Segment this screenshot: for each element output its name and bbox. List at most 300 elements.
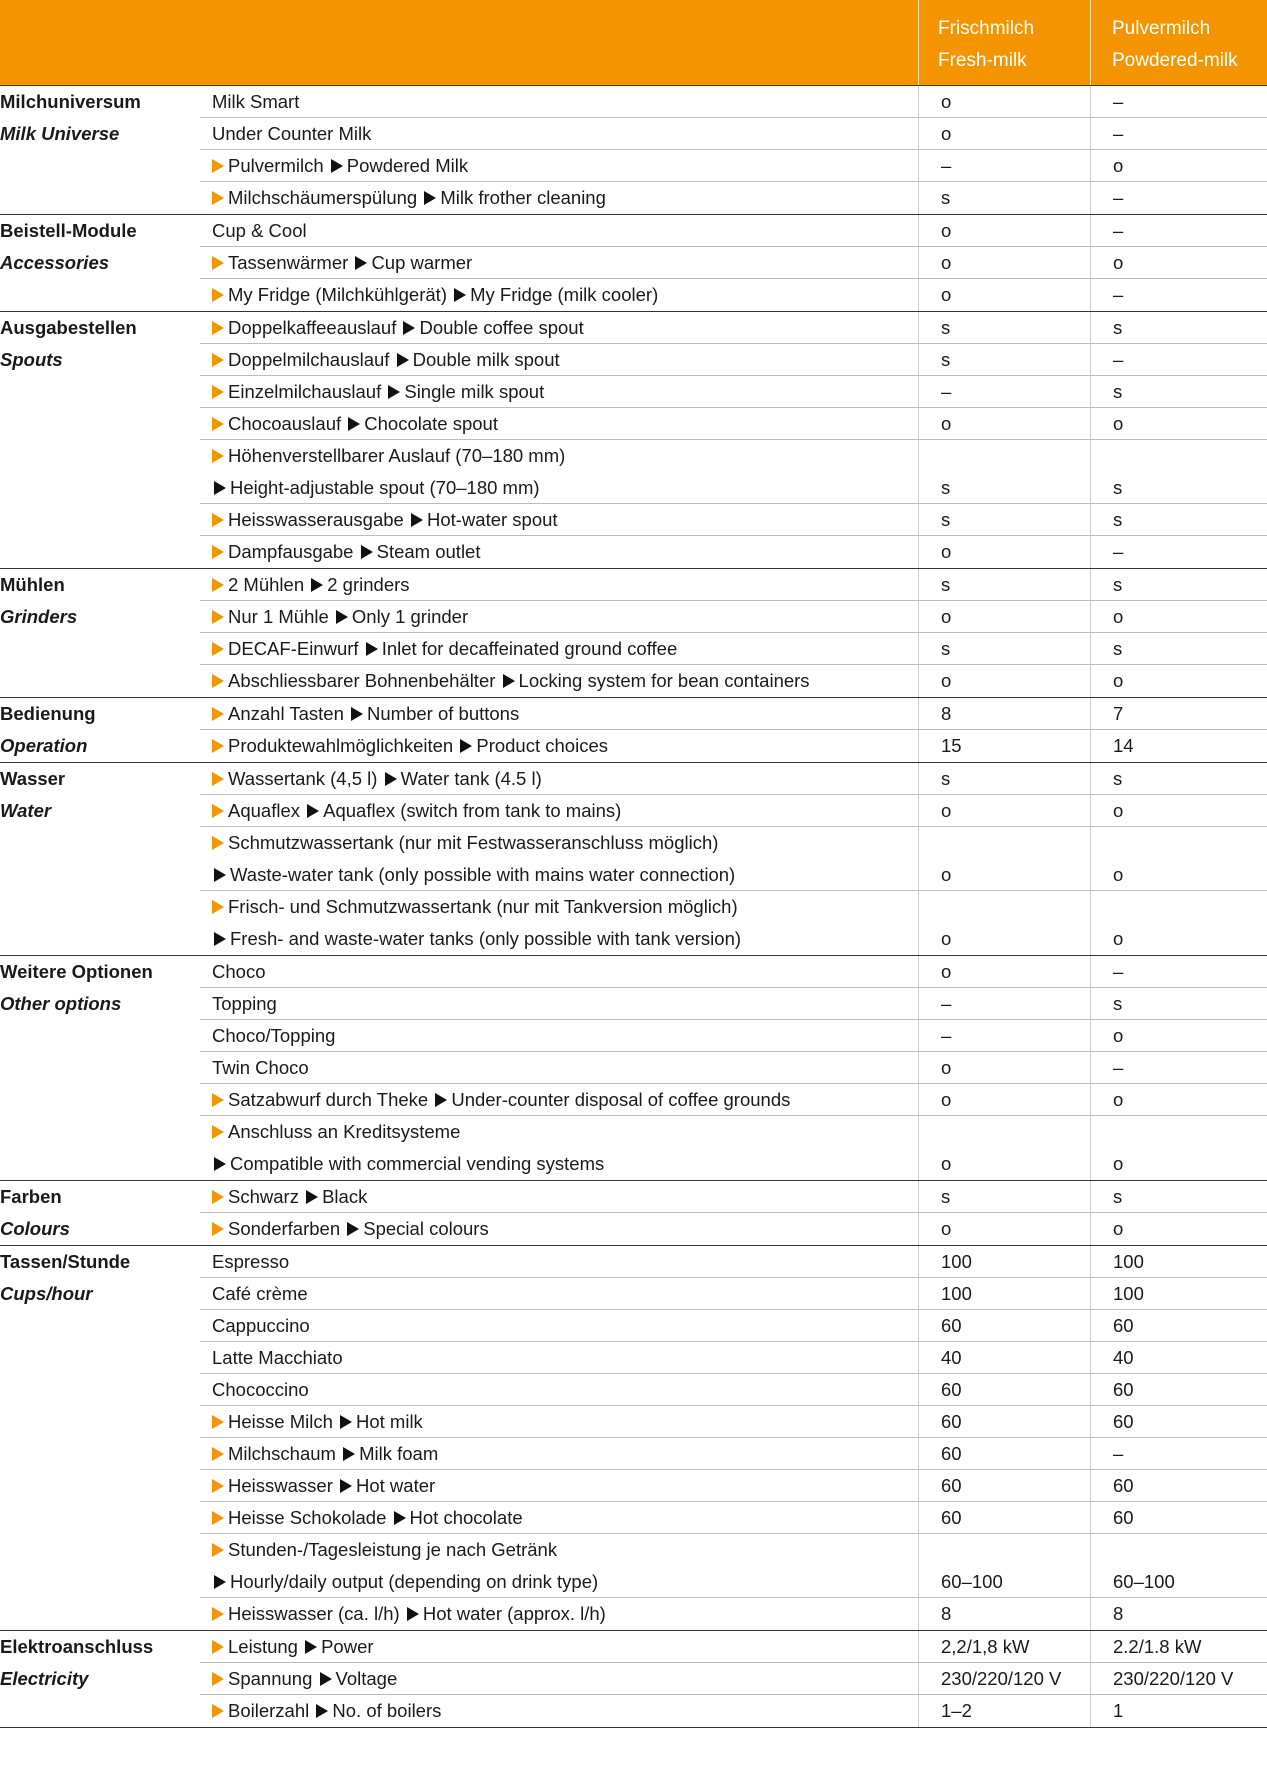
powdered-milk-value: o bbox=[1090, 795, 1267, 827]
category-en: Colours bbox=[0, 1218, 70, 1239]
powdered-milk-value: o bbox=[1090, 827, 1267, 891]
column-header-de: Pulvermilch bbox=[1112, 18, 1211, 39]
table-row bbox=[0, 1598, 1267, 1630]
fresh-milk-value: o bbox=[918, 215, 1090, 247]
fresh-milk-value: o bbox=[918, 601, 1090, 633]
feature-text-de: Milchschaum bbox=[228, 1443, 336, 1464]
orange-arrow-icon bbox=[212, 1125, 224, 1139]
feature-text-de: Café crème bbox=[212, 1283, 308, 1304]
category-de: Tassen/Stunde bbox=[0, 1251, 131, 1272]
table-row bbox=[0, 182, 1267, 214]
fresh-milk-value: 8 bbox=[918, 698, 1090, 730]
category-de: Wasser bbox=[0, 768, 66, 789]
black-arrow-icon bbox=[385, 772, 397, 786]
fresh-milk-value: o bbox=[918, 279, 1090, 311]
table-row bbox=[0, 1246, 1267, 1278]
black-arrow-icon bbox=[214, 1575, 226, 1589]
feature-label bbox=[200, 827, 918, 891]
table-row bbox=[0, 376, 1267, 408]
feature-text-en: Hot milk bbox=[356, 1411, 423, 1432]
fresh-milk-value: o bbox=[918, 1213, 1090, 1245]
fresh-milk-value: 100 bbox=[918, 1278, 1090, 1310]
table-row bbox=[0, 1470, 1267, 1502]
fresh-milk-value: o bbox=[918, 1052, 1090, 1084]
category-en: Other options bbox=[0, 993, 122, 1014]
table-row bbox=[0, 601, 1267, 633]
table-row bbox=[0, 1663, 1267, 1695]
feature-text-de: Twin Choco bbox=[212, 1057, 309, 1078]
feature-text-en: Locking system for bean containers bbox=[518, 670, 810, 691]
table-row bbox=[0, 536, 1267, 568]
feature-label-en bbox=[212, 1148, 918, 1180]
fresh-milk-value: 1–2 bbox=[918, 1695, 1090, 1727]
black-arrow-icon bbox=[407, 1607, 419, 1621]
column-header-powdered-milk bbox=[1112, 0, 1267, 85]
feature-text-de: Schwarz bbox=[228, 1186, 299, 1207]
orange-arrow-icon bbox=[212, 159, 224, 173]
feature-text-en: Double milk spout bbox=[412, 349, 560, 370]
feature-text-de: Pulvermilch bbox=[228, 155, 324, 176]
feature-text-de: Boilerzahl bbox=[228, 1700, 310, 1721]
orange-arrow-icon bbox=[212, 1672, 224, 1686]
fresh-milk-value: s bbox=[918, 633, 1090, 665]
orange-arrow-icon bbox=[212, 1543, 224, 1557]
feature-text-en: Aquaflex (switch from tank to mains) bbox=[323, 800, 622, 821]
orange-arrow-icon bbox=[212, 1704, 224, 1718]
feature-text-de: Satzabwurf durch Theke bbox=[228, 1089, 429, 1110]
feature-text-de: Chocoauslauf bbox=[228, 413, 342, 434]
orange-arrow-icon bbox=[212, 513, 224, 527]
black-arrow-icon bbox=[331, 159, 343, 173]
feature-label-en bbox=[212, 923, 918, 955]
black-arrow-icon bbox=[361, 545, 373, 559]
table-header bbox=[0, 0, 1267, 86]
feature-text-de: Topping bbox=[212, 993, 277, 1014]
feature-label bbox=[200, 376, 918, 408]
orange-arrow-icon bbox=[212, 1415, 224, 1429]
feature-text-en: Chocolate spout bbox=[364, 413, 498, 434]
fresh-milk-value: 60 bbox=[918, 1470, 1090, 1502]
black-arrow-icon bbox=[214, 868, 226, 882]
feature-label bbox=[200, 440, 918, 504]
orange-arrow-icon bbox=[212, 385, 224, 399]
feature-label bbox=[200, 1598, 918, 1630]
powdered-milk-value: 14 bbox=[1090, 730, 1267, 762]
table-row bbox=[0, 1278, 1267, 1310]
powdered-milk-value: – bbox=[1090, 536, 1267, 568]
feature-text-de: My Fridge (Milchkühlgerät) bbox=[228, 284, 447, 305]
table-row bbox=[0, 1342, 1267, 1374]
black-arrow-icon bbox=[311, 578, 323, 592]
fresh-milk-value: o bbox=[918, 1084, 1090, 1116]
fresh-milk-value: o bbox=[918, 247, 1090, 279]
table-row bbox=[0, 1020, 1267, 1052]
feature-text-de: Milk Smart bbox=[212, 91, 300, 112]
table-row bbox=[0, 312, 1267, 344]
spec-table bbox=[0, 86, 1267, 1728]
powdered-milk-value: – bbox=[1090, 956, 1267, 988]
feature-text-de: Abschliessbarer Bohnenbehälter bbox=[228, 670, 496, 691]
feature-label bbox=[200, 698, 918, 730]
fresh-milk-value: 100 bbox=[918, 1246, 1090, 1278]
powdered-milk-value: s bbox=[1090, 763, 1267, 795]
feature-text-de: Doppelmilchauslauf bbox=[228, 349, 390, 370]
table-row bbox=[0, 988, 1267, 1020]
feature-text-de: Espresso bbox=[212, 1251, 290, 1272]
feature-text-en: Number of buttons bbox=[367, 703, 520, 724]
feature-text-en: Special colours bbox=[363, 1218, 489, 1239]
feature-text-en: Voltage bbox=[335, 1668, 398, 1689]
black-arrow-icon bbox=[214, 1157, 226, 1171]
feature-label bbox=[200, 1374, 918, 1406]
orange-arrow-icon bbox=[212, 1447, 224, 1461]
header-divider bbox=[918, 0, 919, 85]
black-arrow-icon bbox=[320, 1672, 332, 1686]
feature-text-en: Fresh- and waste-water tanks (only possible with tank version) bbox=[230, 928, 742, 949]
fresh-milk-value: o bbox=[918, 891, 1090, 955]
feature-text-en: Milk frother cleaning bbox=[440, 187, 606, 208]
table-row bbox=[0, 1438, 1267, 1470]
feature-text-en: Only 1 grinder bbox=[351, 606, 469, 627]
category-de: Mühlen bbox=[0, 574, 65, 595]
feature-text-de: Spannung bbox=[228, 1668, 313, 1689]
orange-arrow-icon bbox=[212, 1190, 224, 1204]
fresh-milk-value: 60 bbox=[918, 1374, 1090, 1406]
table-section bbox=[0, 569, 1267, 698]
table-row bbox=[0, 150, 1267, 182]
powdered-milk-value: s bbox=[1090, 633, 1267, 665]
fresh-milk-value: s bbox=[918, 504, 1090, 536]
black-arrow-icon bbox=[340, 1479, 352, 1493]
powdered-milk-value: s bbox=[1090, 988, 1267, 1020]
feature-text-de: Höhenverstellbarer Auslauf (70–180 mm) bbox=[228, 445, 566, 466]
fresh-milk-value: – bbox=[918, 150, 1090, 182]
table-row bbox=[0, 1631, 1267, 1663]
table-section bbox=[0, 698, 1267, 763]
feature-label bbox=[200, 247, 918, 279]
category-en: Accessories bbox=[0, 252, 110, 273]
feature-text-de: Frisch- und Schmutzwassertank (nur mit Tankversion möglich) bbox=[228, 896, 738, 917]
orange-arrow-icon bbox=[212, 417, 224, 431]
category-en: Spouts bbox=[0, 349, 63, 370]
category-en: Electricity bbox=[0, 1668, 89, 1689]
powdered-milk-value: 40 bbox=[1090, 1342, 1267, 1374]
fresh-milk-value: o bbox=[918, 1116, 1090, 1180]
feature-label bbox=[200, 182, 918, 214]
feature-text-de: DECAF-Einwurf bbox=[228, 638, 359, 659]
orange-arrow-icon bbox=[212, 772, 224, 786]
feature-text-de: Heisswasser (ca. l/h) bbox=[228, 1603, 400, 1624]
feature-label bbox=[200, 763, 918, 795]
table-row bbox=[0, 1052, 1267, 1084]
black-arrow-icon bbox=[435, 1093, 447, 1107]
table-row bbox=[0, 344, 1267, 376]
orange-arrow-icon bbox=[212, 1093, 224, 1107]
category-en: Operation bbox=[0, 735, 88, 756]
black-arrow-icon bbox=[348, 417, 360, 431]
black-arrow-icon bbox=[460, 739, 472, 753]
feature-text-de: Heisse Milch bbox=[228, 1411, 333, 1432]
fresh-milk-value: o bbox=[918, 795, 1090, 827]
powdered-milk-value: o bbox=[1090, 150, 1267, 182]
feature-text-de: 2 Mühlen bbox=[228, 574, 305, 595]
orange-arrow-icon bbox=[212, 836, 224, 850]
feature-label bbox=[200, 1181, 918, 1213]
feature-text-de: Anzahl Tasten bbox=[228, 703, 344, 724]
feature-text-de: Aquaflex bbox=[228, 800, 300, 821]
feature-label bbox=[200, 408, 918, 440]
black-arrow-icon bbox=[454, 288, 466, 302]
table-row bbox=[0, 569, 1267, 601]
powdered-milk-value: 60–100 bbox=[1090, 1534, 1267, 1598]
feature-label-en bbox=[212, 1566, 918, 1598]
feature-text-de: Leistung bbox=[228, 1636, 298, 1657]
table-row bbox=[0, 763, 1267, 795]
fresh-milk-value: s bbox=[918, 312, 1090, 344]
feature-label-en bbox=[212, 859, 918, 891]
table-row bbox=[0, 1213, 1267, 1245]
fresh-milk-value: 2,2/1,8 kW bbox=[918, 1631, 1090, 1663]
black-arrow-icon bbox=[394, 1511, 406, 1525]
black-arrow-icon bbox=[343, 1447, 355, 1461]
category-en: Milk Universe bbox=[0, 123, 120, 144]
orange-arrow-icon bbox=[212, 642, 224, 656]
feature-text-en: Compatible with commercial vending systems bbox=[230, 1153, 605, 1174]
feature-label bbox=[200, 215, 918, 247]
feature-text-en: No. of boilers bbox=[332, 1700, 442, 1721]
powdered-milk-value: o bbox=[1090, 665, 1267, 697]
powdered-milk-value: 1 bbox=[1090, 1695, 1267, 1727]
table-row bbox=[0, 279, 1267, 311]
feature-label bbox=[200, 891, 918, 955]
powdered-milk-value: o bbox=[1090, 1020, 1267, 1052]
powdered-milk-value: s bbox=[1090, 376, 1267, 408]
feature-text-en: Hot water (approx. l/h) bbox=[422, 1603, 606, 1624]
orange-arrow-icon bbox=[212, 804, 224, 818]
black-arrow-icon bbox=[306, 1190, 318, 1204]
fresh-milk-value: s bbox=[918, 182, 1090, 214]
feature-text-de: Choco/Topping bbox=[212, 1025, 336, 1046]
table-row bbox=[0, 504, 1267, 536]
feature-text-de: Cup & Cool bbox=[212, 220, 307, 241]
fresh-milk-value: 60–100 bbox=[918, 1534, 1090, 1598]
feature-text-de: Einzelmilchauslauf bbox=[228, 381, 382, 402]
black-arrow-icon bbox=[503, 674, 515, 688]
feature-label bbox=[200, 1695, 918, 1727]
category-de: Farben bbox=[0, 1186, 62, 1207]
feature-text-de: Anschluss an Kreditsysteme bbox=[228, 1121, 461, 1142]
fresh-milk-value: o bbox=[918, 665, 1090, 697]
feature-label bbox=[200, 1084, 918, 1116]
orange-arrow-icon bbox=[212, 1511, 224, 1525]
table-section bbox=[0, 86, 1267, 215]
category-de: Bedienung bbox=[0, 703, 96, 724]
table-row bbox=[0, 1116, 1267, 1180]
feature-label bbox=[200, 536, 918, 568]
powdered-milk-value: – bbox=[1090, 1052, 1267, 1084]
feature-label bbox=[200, 1052, 918, 1084]
feature-label-de bbox=[212, 440, 918, 472]
feature-text-en: Cup warmer bbox=[371, 252, 473, 273]
table-row bbox=[0, 440, 1267, 504]
black-arrow-icon bbox=[388, 385, 400, 399]
feature-text-en: Black bbox=[322, 1186, 368, 1207]
feature-text-de: Nur 1 Mühle bbox=[228, 606, 329, 627]
table-row bbox=[0, 86, 1267, 118]
orange-arrow-icon bbox=[212, 288, 224, 302]
feature-label bbox=[200, 344, 918, 376]
fresh-milk-value: o bbox=[918, 118, 1090, 150]
fresh-milk-value: o bbox=[918, 956, 1090, 988]
orange-arrow-icon bbox=[212, 674, 224, 688]
powdered-milk-value: – bbox=[1090, 1438, 1267, 1470]
fresh-milk-value: s bbox=[918, 440, 1090, 504]
feature-label-de bbox=[212, 1116, 918, 1148]
table-section bbox=[0, 763, 1267, 956]
table-row bbox=[0, 698, 1267, 730]
feature-text-de: Sonderfarben bbox=[228, 1218, 341, 1239]
powdered-milk-value: – bbox=[1090, 118, 1267, 150]
table-row bbox=[0, 408, 1267, 440]
orange-arrow-icon bbox=[212, 1222, 224, 1236]
powdered-milk-value: – bbox=[1090, 215, 1267, 247]
powdered-milk-value: 60 bbox=[1090, 1310, 1267, 1342]
feature-text-en: Hot water bbox=[356, 1475, 436, 1496]
feature-text-de: Dampfausgabe bbox=[228, 541, 354, 562]
table-row bbox=[0, 1310, 1267, 1342]
feature-text-de: Heisse Schokolade bbox=[228, 1507, 387, 1528]
feature-text-de: Tassenwärmer bbox=[228, 252, 349, 273]
powdered-milk-value: s bbox=[1090, 504, 1267, 536]
feature-text-en: Single milk spout bbox=[404, 381, 545, 402]
table-row bbox=[0, 1502, 1267, 1534]
feature-text-en: Product choices bbox=[476, 735, 608, 756]
feature-text-de: Schmutzwassertank (nur mit Festwasseranschluss möglich) bbox=[228, 832, 719, 853]
fresh-milk-value: o bbox=[918, 408, 1090, 440]
table-row bbox=[0, 247, 1267, 279]
table-section bbox=[0, 215, 1267, 312]
feature-label bbox=[200, 1246, 918, 1278]
fresh-milk-value: 230/220/120 V bbox=[918, 1663, 1090, 1695]
category-de: Weitere Optionen bbox=[0, 961, 153, 982]
table-row bbox=[0, 1534, 1267, 1598]
feature-label-en bbox=[212, 472, 918, 504]
powdered-milk-value: o bbox=[1090, 1213, 1267, 1245]
orange-arrow-icon bbox=[212, 449, 224, 463]
black-arrow-icon bbox=[305, 1640, 317, 1654]
feature-text-en: 2 grinders bbox=[327, 574, 410, 595]
category-en: Cups/hour bbox=[0, 1283, 93, 1304]
category-en: Grinders bbox=[0, 606, 78, 627]
fresh-milk-value: 60 bbox=[918, 1438, 1090, 1470]
orange-arrow-icon bbox=[212, 707, 224, 721]
black-arrow-icon bbox=[214, 932, 226, 946]
feature-text-de: Doppelkaffeeauslauf bbox=[228, 317, 397, 338]
category-en: Water bbox=[0, 800, 52, 821]
fresh-milk-value: s bbox=[918, 344, 1090, 376]
feature-label bbox=[200, 1116, 918, 1180]
powdered-milk-value: 100 bbox=[1090, 1246, 1267, 1278]
fresh-milk-value: – bbox=[918, 376, 1090, 408]
table-section bbox=[0, 1181, 1267, 1246]
orange-arrow-icon bbox=[212, 256, 224, 270]
feature-label bbox=[200, 1438, 918, 1470]
feature-label bbox=[200, 118, 918, 150]
feature-label bbox=[200, 150, 918, 182]
feature-text-de: Cappuccino bbox=[212, 1315, 310, 1336]
header-divider bbox=[1090, 0, 1091, 85]
feature-label bbox=[200, 633, 918, 665]
fresh-milk-value: o bbox=[918, 536, 1090, 568]
feature-label bbox=[200, 665, 918, 697]
feature-text-en: Waste-water tank (only possible with mains water connection) bbox=[230, 864, 736, 885]
powdered-milk-value: 2.2/1.8 kW bbox=[1090, 1631, 1267, 1663]
table-row bbox=[0, 1181, 1267, 1213]
powdered-milk-value: o bbox=[1090, 1116, 1267, 1180]
powdered-milk-value: – bbox=[1090, 279, 1267, 311]
feature-text-de: Under Counter Milk bbox=[212, 123, 372, 144]
feature-label bbox=[200, 1470, 918, 1502]
feature-text-en: Milk foam bbox=[359, 1443, 439, 1464]
powdered-milk-value: o bbox=[1090, 891, 1267, 955]
powdered-milk-value: 230/220/120 V bbox=[1090, 1663, 1267, 1695]
fresh-milk-value: – bbox=[918, 1020, 1090, 1052]
feature-label-de bbox=[212, 891, 918, 923]
table-row bbox=[0, 730, 1267, 762]
feature-text-de: Chococcino bbox=[212, 1379, 309, 1400]
table-section bbox=[0, 956, 1267, 1181]
fresh-milk-value: 40 bbox=[918, 1342, 1090, 1374]
feature-text-de: Choco bbox=[212, 961, 266, 982]
black-arrow-icon bbox=[424, 191, 436, 205]
powdered-milk-value: 7 bbox=[1090, 698, 1267, 730]
orange-arrow-icon bbox=[212, 578, 224, 592]
powdered-milk-value: 60 bbox=[1090, 1406, 1267, 1438]
fresh-milk-value: 15 bbox=[918, 730, 1090, 762]
feature-label bbox=[200, 956, 918, 988]
table-row bbox=[0, 665, 1267, 697]
powdered-milk-value: – bbox=[1090, 344, 1267, 376]
feature-label bbox=[200, 1310, 918, 1342]
table-section bbox=[0, 1246, 1267, 1631]
powdered-milk-value: 60 bbox=[1090, 1374, 1267, 1406]
powdered-milk-value: 60 bbox=[1090, 1502, 1267, 1534]
orange-arrow-icon bbox=[212, 1607, 224, 1621]
feature-text-en: Under-counter disposal of coffee grounds bbox=[451, 1089, 791, 1110]
feature-text-de: Wassertank (4,5 l) bbox=[228, 768, 378, 789]
feature-text-en: Hot chocolate bbox=[409, 1507, 523, 1528]
black-arrow-icon bbox=[347, 1222, 359, 1236]
feature-label bbox=[200, 1342, 918, 1374]
feature-label bbox=[200, 601, 918, 633]
category-de: Ausgabestellen bbox=[0, 317, 137, 338]
fresh-milk-value: 60 bbox=[918, 1502, 1090, 1534]
black-arrow-icon bbox=[397, 353, 409, 367]
feature-label bbox=[200, 988, 918, 1020]
feature-text-de: Heisswasser bbox=[228, 1475, 333, 1496]
powdered-milk-value: o bbox=[1090, 1084, 1267, 1116]
fresh-milk-value: 60 bbox=[918, 1406, 1090, 1438]
feature-text-en: Power bbox=[321, 1636, 374, 1657]
feature-text-en: Water tank (4.5 l) bbox=[400, 768, 542, 789]
fresh-milk-value: o bbox=[918, 86, 1090, 118]
feature-text-en: Powdered Milk bbox=[346, 155, 469, 176]
orange-arrow-icon bbox=[212, 900, 224, 914]
table-row bbox=[0, 1695, 1267, 1727]
black-arrow-icon bbox=[403, 321, 415, 335]
feature-label bbox=[200, 1020, 918, 1052]
column-header-en: Fresh-milk bbox=[938, 50, 1027, 71]
